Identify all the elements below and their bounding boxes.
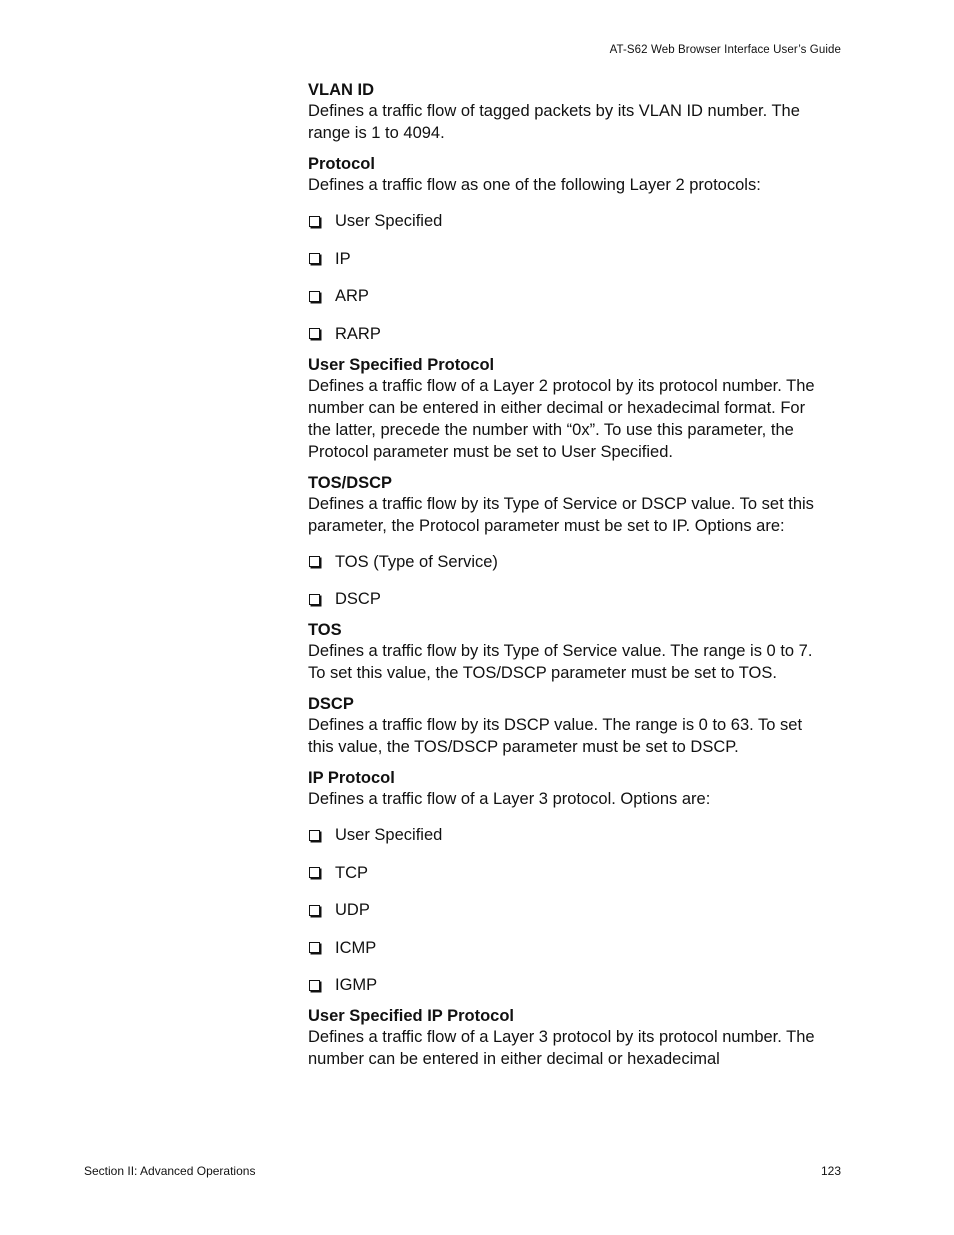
section-user-specified-protocol — [308, 355, 828, 463]
section-description: Defines a traffic flow by its Type of Service value. The range is 0 to 7. To set this value, the TOS/DSCP parameter must be set to TOS. — [308, 642, 813, 682]
section-heading: User Specified Protocol — [308, 355, 495, 374]
option-list — [308, 824, 828, 996]
list-item — [308, 588, 828, 610]
section-heading: IP Protocol — [308, 769, 395, 787]
section-heading: Protocol — [308, 155, 375, 173]
section-protocol — [308, 154, 828, 345]
section-heading: User Specified IP Protocol — [308, 1007, 515, 1025]
checkbox-square-icon — [309, 594, 320, 605]
checkbox-square-icon — [309, 980, 320, 991]
section-description: Defines a traffic flow as one of the following Layer 2 protocols: — [308, 176, 761, 194]
section-description: Defines a traffic flow by its Type of Service or DSCP value. To set this parameter, the Protocol parameter must be set to IP. Options are: — [308, 494, 814, 535]
page-number: 123 — [820, 1164, 841, 1178]
list-item-label: TCP — [335, 863, 368, 882]
list-item — [308, 551, 828, 573]
section-description: Defines a traffic flow of tagged packets by its VLAN ID number. The range is 1 to 4094. — [308, 102, 800, 142]
footer-section-title: Section II: Advanced Operations — [84, 1164, 256, 1178]
section-description: Defines a traffic flow of a Layer 3 protocol. Options are: — [308, 790, 711, 808]
list-item — [308, 323, 828, 345]
checkbox-square-icon — [309, 942, 320, 953]
list-item — [308, 862, 828, 884]
list-item — [308, 899, 828, 921]
option-list — [308, 210, 828, 345]
checkbox-square-icon — [309, 216, 320, 227]
list-item-label: RARP — [335, 324, 381, 343]
list-item-label: DSCP — [335, 590, 381, 608]
list-item — [308, 937, 828, 959]
list-item-label: IGMP — [335, 976, 378, 994]
list-item-label: IP — [335, 249, 351, 268]
list-item — [308, 210, 828, 232]
list-item — [308, 285, 828, 307]
checkbox-square-icon — [309, 905, 320, 916]
section-description: Defines a traffic flow by its DSCP value. The range is 0 to 63. To set this value, the TOS/DSCP parameter must be set to DSCP. — [308, 716, 803, 756]
section-heading: TOS/DSCP — [308, 473, 393, 492]
list-item-label: User Specified — [335, 826, 443, 844]
section-tos — [308, 620, 828, 684]
checkbox-square-icon — [309, 291, 320, 302]
list-item — [308, 824, 828, 846]
checkbox-square-icon — [309, 253, 320, 264]
section-description: Defines a traffic flow of a Layer 2 protocol by its protocol number. The number can be entered in either decimal or hexadecimal format. For the latter, precede the number with “0x”. To use this parameter, the Protocol parameter must be set to User Specified. — [308, 376, 815, 461]
section-heading: VLAN ID — [308, 81, 374, 99]
section-ip-protocol — [308, 768, 828, 996]
list-item-label: ICMP — [335, 938, 377, 957]
running-header: AT-S62 Web Browser Interface User’s Guide — [609, 44, 841, 56]
list-item-label: ARP — [335, 287, 369, 305]
list-item-label: TOS (Type of Service) — [335, 552, 498, 571]
list-item-label: UDP — [335, 901, 370, 919]
list-item — [308, 248, 828, 270]
checkbox-square-icon — [309, 830, 320, 841]
section-dscp — [308, 694, 828, 758]
section-description: Defines a traffic flow of a Layer 3 protocol by its protocol number. The number can be entered in either decimal or hexadecimal — [308, 1028, 815, 1068]
section-vlan-id — [308, 80, 828, 144]
checkbox-square-icon — [309, 556, 320, 567]
option-list — [308, 551, 828, 611]
checkbox-square-icon — [309, 328, 320, 339]
section-heading: DSCP — [308, 695, 354, 713]
section-user-specified-ip-protocol — [308, 1006, 828, 1070]
page-body — [308, 80, 828, 1080]
section-heading: TOS — [308, 621, 342, 639]
list-item-label: User Specified — [335, 212, 443, 230]
checkbox-square-icon — [309, 867, 320, 878]
list-item — [308, 974, 828, 996]
section-tos-dscp — [308, 473, 828, 611]
